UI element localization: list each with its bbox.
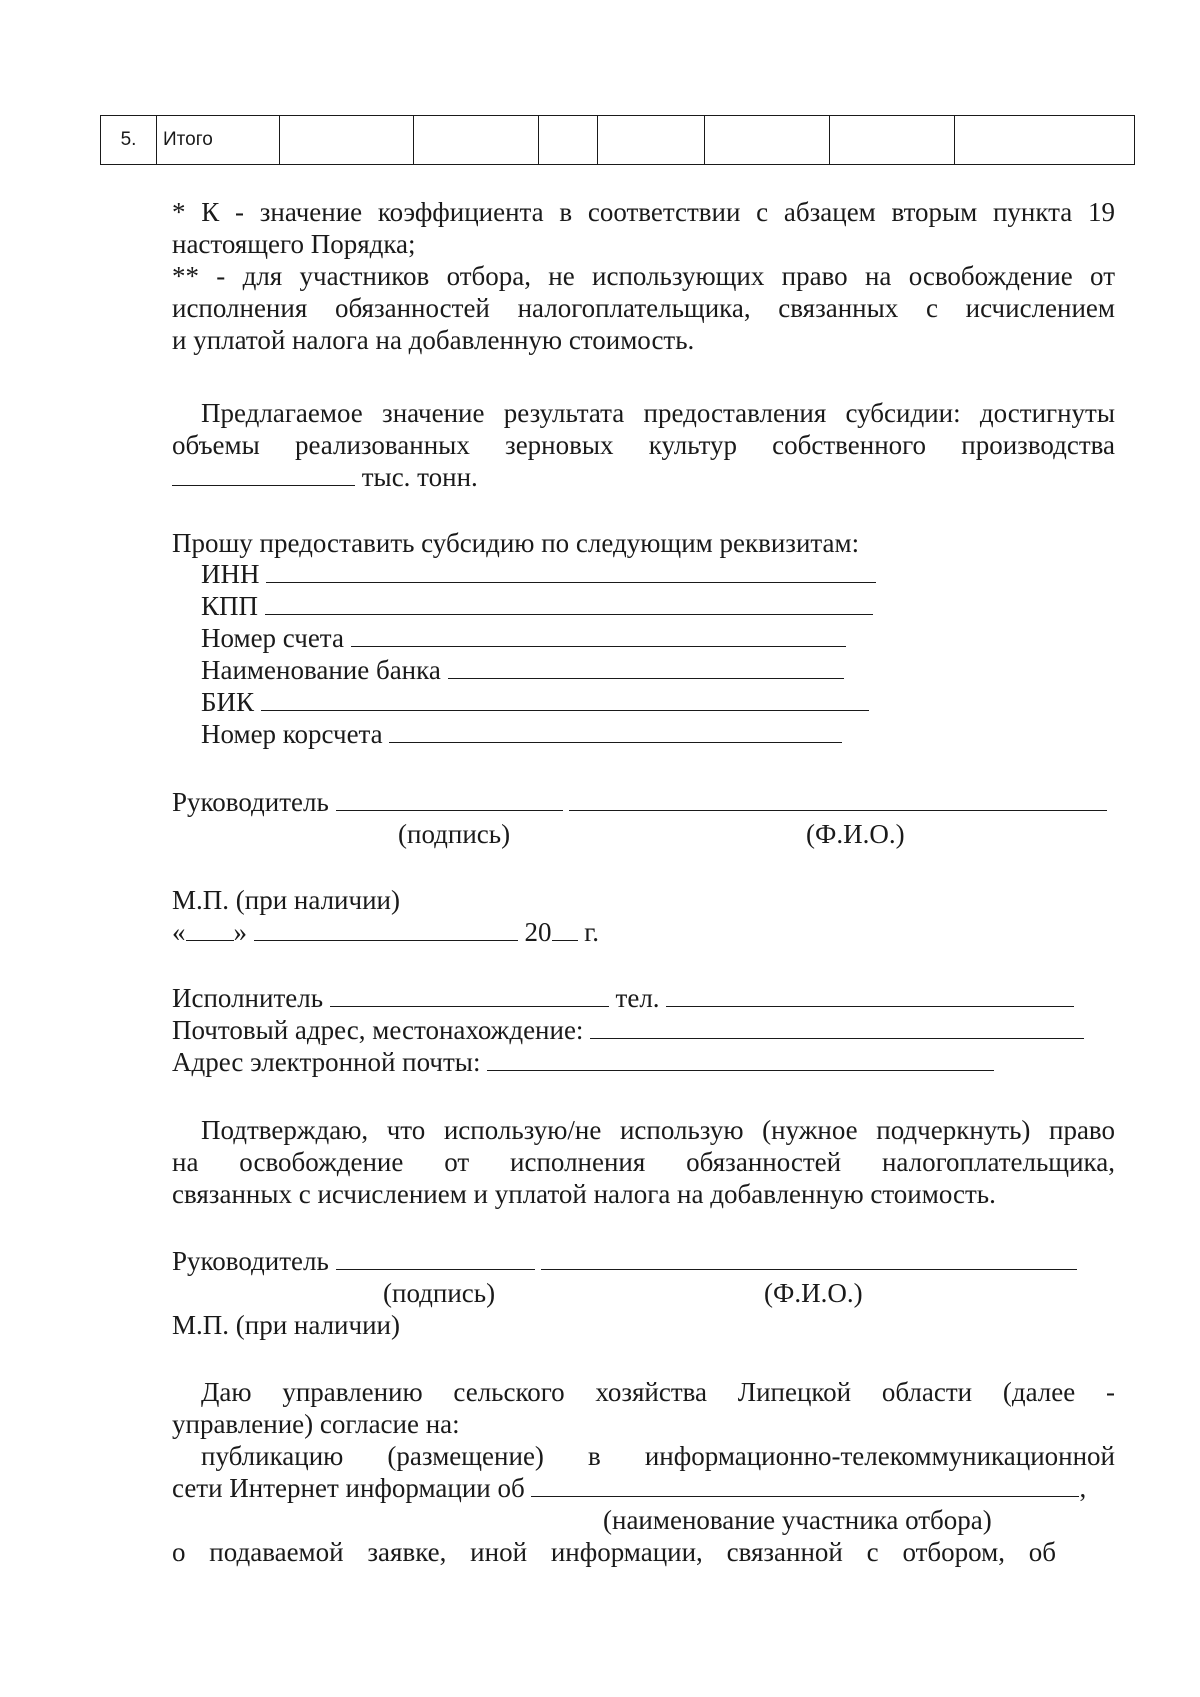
bank-label: Наименование банка [201, 655, 441, 685]
kpp-row [201, 590, 873, 622]
fio-field[interactable] [569, 788, 1107, 811]
vat-confirmation-line-3: связанных с исчислением и уплатой налога на добавленную стоимость. [172, 1179, 996, 1209]
year-field[interactable] [552, 918, 578, 941]
bik-row [201, 686, 869, 718]
account-label: Номер счета [201, 623, 344, 653]
bank-row [201, 654, 844, 686]
table-cell [280, 116, 414, 165]
executor-row [172, 982, 1074, 1014]
month-field[interactable] [254, 918, 518, 941]
fio-caption: (Ф.И.О.) [806, 819, 905, 849]
date-open-quote: « [172, 917, 186, 947]
table-cell [705, 116, 830, 165]
address-label: Почтовый адрес, местонахождение: [172, 1015, 584, 1045]
proposal-line-2: объемы реализованных зерновых культур собственного производства [172, 430, 1115, 460]
consent-comma: , [1079, 1473, 1087, 1503]
footnote-k-line-1: * К - значение коэффициента в соответствии с абзацем вторым пункта 19 [172, 197, 1115, 227]
corr-row [201, 718, 842, 750]
corr-label: Номер корсчета [201, 719, 383, 749]
stamp-note: М.П. (при наличии) [172, 1310, 400, 1340]
inn-row [201, 558, 876, 590]
date-close-quote: » [233, 917, 247, 947]
account-field[interactable] [351, 624, 846, 647]
proposal-line-3 [172, 461, 478, 493]
year-prefix: 20 [524, 917, 552, 947]
bik-field[interactable] [261, 688, 869, 711]
participant-name-field[interactable] [531, 1474, 1079, 1497]
signature-field[interactable] [336, 788, 563, 811]
vat-confirmation-line-2: на освобождение от исполнения обязанностей налогоплательщика, [172, 1147, 1115, 1177]
table-cell [955, 116, 1135, 165]
address-row [172, 1014, 1084, 1046]
inn-field[interactable] [266, 560, 876, 583]
address-field[interactable] [590, 1016, 1084, 1039]
fio-caption: (Ф.И.О.) [764, 1278, 863, 1308]
consent-line-2: управление) согласие на: [172, 1409, 460, 1439]
table-cell [830, 116, 955, 165]
signature-row-2 [172, 1245, 1077, 1277]
footnote-vat-line-1: ** - для участников отбора, не использующих право на освобождение от [172, 261, 1115, 291]
inn-label: ИНН [201, 559, 260, 589]
account-row [201, 622, 846, 654]
volume-blank[interactable] [172, 463, 355, 486]
table-cell [414, 116, 539, 165]
row-label-cell: Итого [157, 116, 280, 165]
phone-label: тел. [615, 983, 660, 1013]
bank-field[interactable] [448, 656, 844, 679]
table-cell [539, 116, 598, 165]
summary-table [100, 115, 1135, 165]
vat-confirmation-line-1: Подтверждаю, что использую/не использую (нужное подчеркнуть) право [201, 1115, 1115, 1145]
bik-label: БИК [201, 687, 255, 717]
year-suffix: г. [584, 917, 600, 947]
signature-field[interactable] [336, 1247, 535, 1270]
head-label: Руководитель [172, 1246, 329, 1276]
requisites-heading: Прошу предоставить субсидию по следующим реквизитам: [172, 528, 860, 558]
email-row [172, 1046, 994, 1078]
head-label: Руководитель [172, 787, 329, 817]
consent-line-4 [172, 1472, 1086, 1504]
footnote-vat-line-2: исполнения обязанностей налогоплательщика, связанных с исчислением [172, 293, 1115, 323]
proposal-unit: тыс. тонн. [361, 462, 478, 492]
table-row [101, 116, 1135, 165]
kpp-field[interactable] [265, 592, 873, 615]
proposal-line-1: Предлагаемое значение результата предоставления субсидии: достигнуты [201, 398, 1115, 428]
consent-line-1: Даю управлению сельского хозяйства Липецкой области (далее - [201, 1377, 1115, 1407]
signature-caption: (подпись) [398, 819, 511, 849]
fio-field[interactable] [541, 1247, 1077, 1270]
row-number-cell: 5. [101, 116, 157, 165]
footnote-vat-line-3: и уплатой налога на добавленную стоимость. [172, 325, 695, 355]
signature-row-1 [172, 786, 1107, 818]
corr-field[interactable] [389, 720, 842, 743]
stamp-note: М.П. (при наличии) [172, 885, 400, 915]
executor-label: Исполнитель [172, 983, 324, 1013]
email-field[interactable] [487, 1048, 994, 1071]
consent-line-5: о подаваемой заявке, иной информации, связанной с отбором, об [172, 1537, 1056, 1567]
consent-line-3: публикацию (размещение) в информационно-телекоммуникационной [201, 1441, 1115, 1471]
consent-line-4-text: сети Интернет информации об [172, 1473, 525, 1503]
email-label: Адрес электронной почты: [172, 1047, 481, 1077]
date-row [172, 916, 599, 948]
executor-field[interactable] [330, 984, 609, 1007]
signature-caption: (подпись) [383, 1278, 496, 1308]
kpp-label: КПП [201, 591, 259, 621]
day-field[interactable] [186, 918, 234, 941]
table-cell [598, 116, 705, 165]
phone-field[interactable] [666, 984, 1074, 1007]
footnote-k-line-2: настоящего Порядка; [172, 229, 416, 259]
participant-caption: (наименование участника отбора) [603, 1505, 992, 1535]
